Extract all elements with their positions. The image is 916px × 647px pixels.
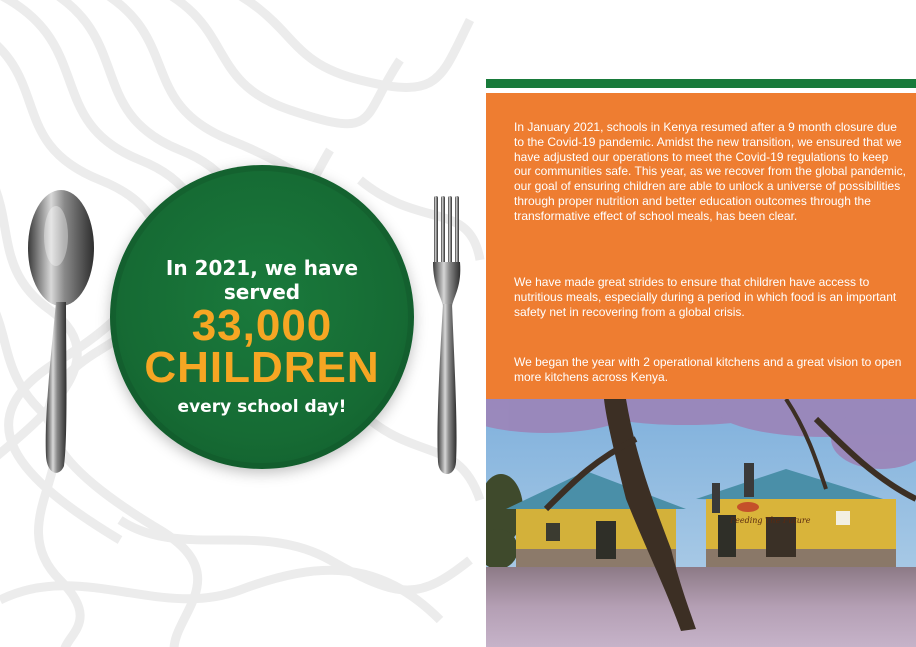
children-count: 33,000 (191, 301, 333, 350)
paragraph-kitchens: We began the year with 2 operational kitchens and a great vision to open more kitchens across Kenya. (514, 355, 902, 384)
story-text-panel (486, 97, 916, 399)
green-accent-stripe (486, 79, 916, 88)
served-verb: served (223, 280, 301, 304)
green-plate (110, 165, 414, 469)
paragraph-covid-resumption: In January 2021, schools in Kenya resumed after a 9 month closure due to the Covid-19 pandemic. Amidst the new transition, we ensured that we have adjusted our operations to meet the Covid-19 regulations to keep our communities safe. This year, as we recover from the global pandemic, our goal of ensuring children are able to unlock a universe of possibilities through proper nutrition and better education outcomes through the transformative effect of school meals, has been clear. (514, 120, 906, 223)
children-label: CHILDREN (144, 343, 380, 392)
served-intro: In 2021, we have (165, 256, 359, 280)
school-day-caption: every school day! (177, 397, 347, 417)
paragraph-strides: We have made great strides to ensure that children have access to nutritious meals, especially during a period in which food is an important safety net in recovering from a global crisis. (514, 275, 897, 319)
kitchen-building-photo (486, 399, 916, 647)
fork-icon (428, 196, 468, 480)
spoon-icon (22, 186, 100, 480)
building-sign: Feeding The Future (730, 516, 811, 525)
